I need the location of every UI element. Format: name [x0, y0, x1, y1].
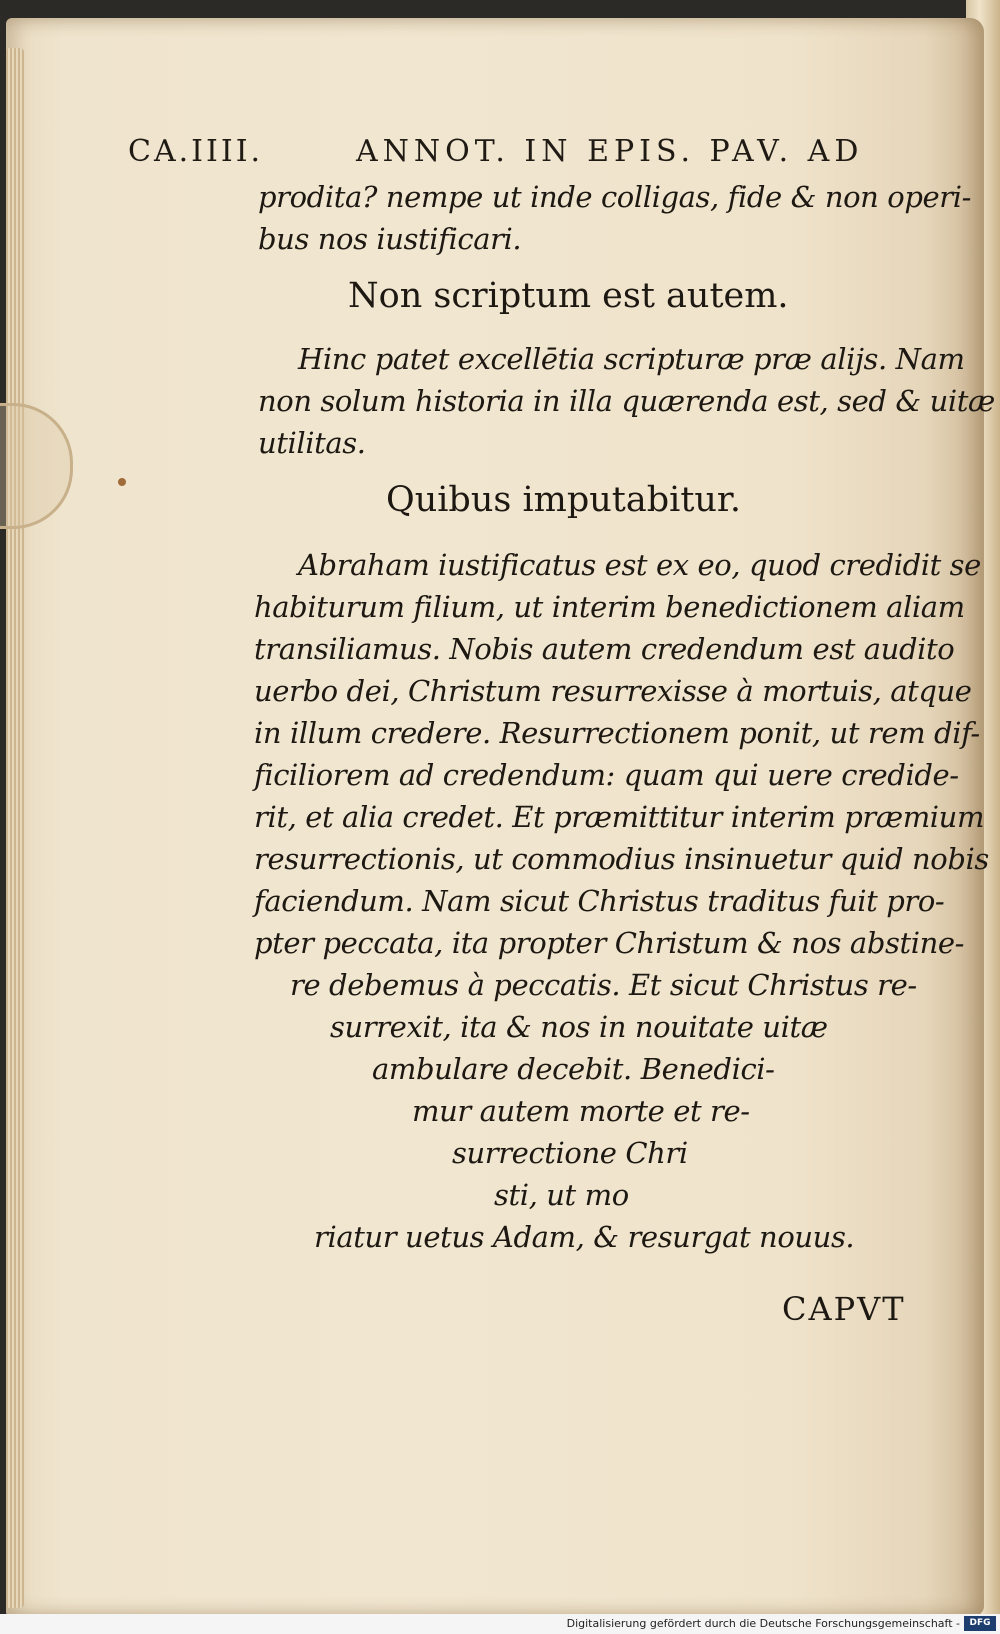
text-line: ambulare decebit. Benedici- [372, 1052, 775, 1086]
text-line: uerbo dei, Christum resurrexisse à mortuis, atque [254, 674, 972, 708]
text-line: pter peccata, ita propter Christum & nos abstine- [254, 926, 965, 960]
ink-spot [118, 478, 126, 486]
text-line: surrexit, ita & nos in nouitate uitæ [330, 1010, 828, 1044]
text-line: re debemus à peccatis. Et sicut Christus re- [290, 968, 917, 1002]
text-line: riatur uetus Adam, & resurgat nouus. [314, 1220, 855, 1254]
text-line: rit, et alia credet. Et præmittitur interim præmium [254, 800, 985, 834]
text-line: in illum credere. Resurrectionem ponit, ut rem dif- [254, 716, 980, 750]
text-line: sti, ut mo [494, 1178, 629, 1212]
text-line: resurrectionis, ut commodius insinuetur quid nobis [254, 842, 989, 876]
text-line: transiliamus. Nobis autem credendum est audito [254, 632, 955, 666]
section-heading: Non scriptum est autem. [348, 276, 789, 316]
text-line: ficiliorem ad credendum: quam qui uere credide- [254, 758, 959, 792]
chapter-label: CA.IIII. [128, 134, 264, 169]
section-heading: Quibus imputabitur. [386, 480, 741, 520]
text-line: Abraham iustificatus est ex eo, quod credidit se [298, 548, 981, 582]
dfg-logo: DFG [964, 1616, 996, 1631]
book-clasp [0, 403, 73, 529]
text-line: mur autem morte et re- [412, 1094, 750, 1128]
page-stack-edge [6, 48, 24, 1608]
text-line: Hinc patet excellētia scripturæ præ alijs. Nam [298, 342, 965, 376]
text-line: non solum historia in illa quærenda est, sed & uitæ [258, 384, 995, 418]
text-line: utilitas. [258, 426, 366, 460]
text-line: faciendum. Nam sicut Christus traditus fuit pro- [254, 884, 945, 918]
text-line: prodita? nempe ut inde colligas, fide & non operi- [258, 180, 972, 214]
running-title: ANNOT. IN EPIS. PAV. AD [356, 134, 864, 169]
text-line: habiturum filium, ut interim benedictionem aliam [254, 590, 965, 624]
text-line: surrectione Chri [452, 1136, 688, 1170]
catchword: CAPVT [782, 1290, 906, 1328]
text-line: bus nos iustificari. [258, 222, 522, 256]
funding-credit: Digitalisierung gefördert durch die Deutsche Forschungsgemeinschaft - [566, 1617, 960, 1630]
